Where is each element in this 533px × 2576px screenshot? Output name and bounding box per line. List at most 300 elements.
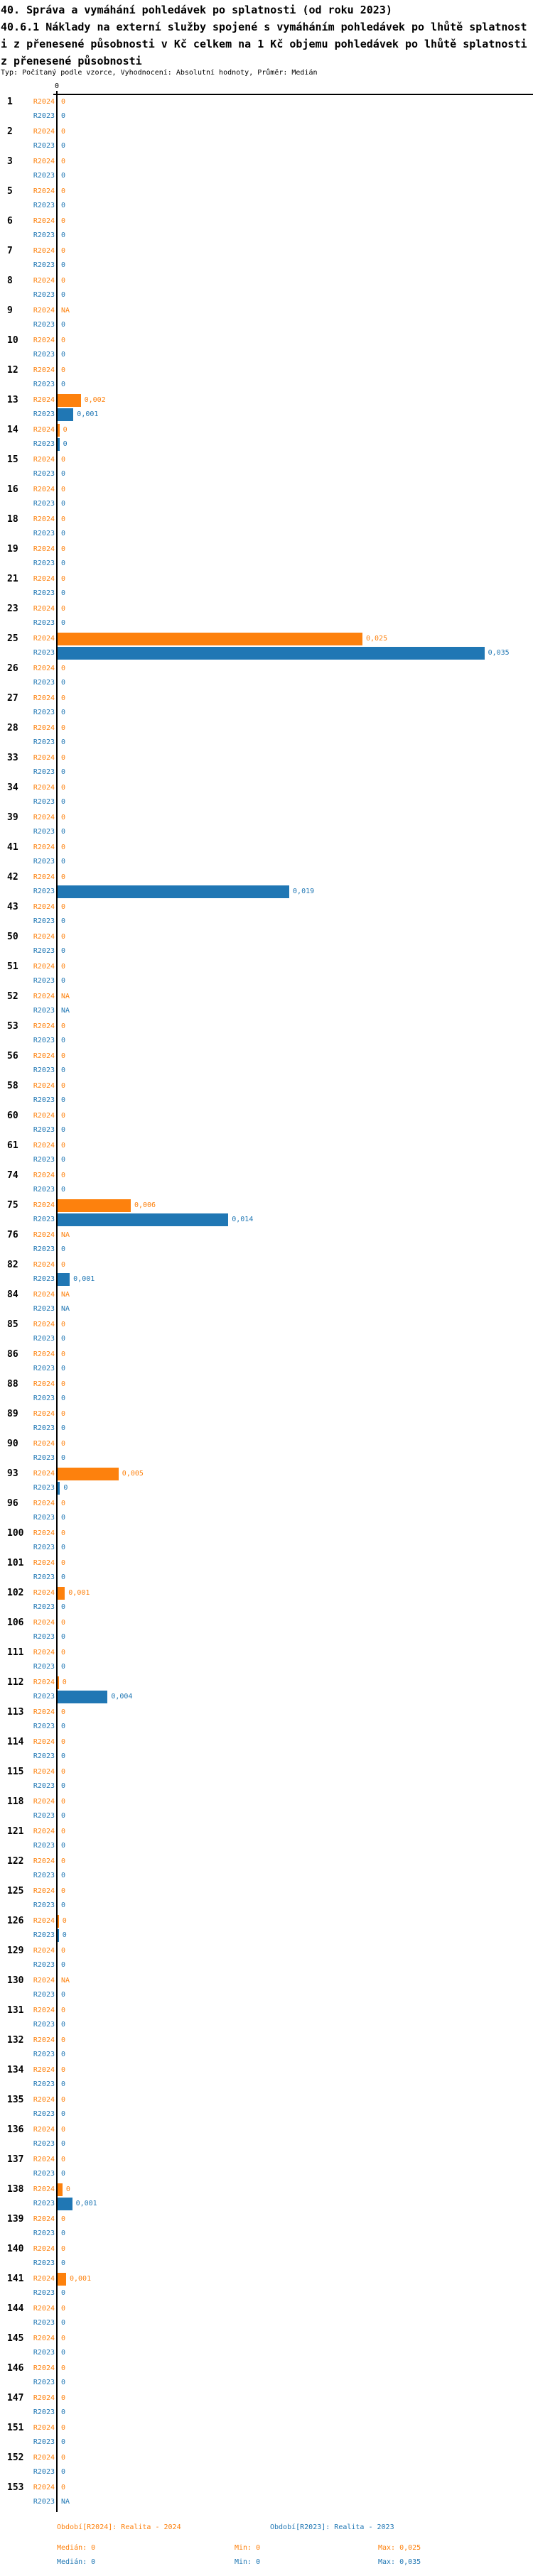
row-number: 1 bbox=[7, 97, 13, 107]
bar-group bbox=[0, 1736, 533, 1764]
value-label-r2023: 0 bbox=[61, 2379, 66, 2386]
bar-r2024 bbox=[58, 1915, 59, 1928]
bar-group bbox=[0, 782, 533, 810]
bar-group bbox=[0, 1140, 533, 1168]
year-label-r2024: R2024 bbox=[33, 993, 55, 1000]
value-label-r2024: 0 bbox=[61, 486, 66, 493]
value-label-r2024: 0 bbox=[61, 963, 66, 971]
row-number: 146 bbox=[7, 2363, 24, 2374]
value-label-r2024: 0 bbox=[61, 2007, 66, 2014]
value-label-r2024: 0 bbox=[61, 1500, 66, 1507]
bar-r2023 bbox=[58, 885, 289, 898]
bar-group bbox=[0, 126, 533, 154]
bar-group bbox=[0, 812, 533, 840]
year-label-r2024: R2024 bbox=[33, 1768, 55, 1776]
value-label-r2024: 0 bbox=[61, 1172, 66, 1179]
year-label-r2024: R2024 bbox=[33, 128, 55, 136]
year-label-r2024: R2024 bbox=[33, 217, 55, 225]
bar-group bbox=[0, 633, 533, 661]
bar-group bbox=[0, 215, 533, 244]
year-label-r2024: R2024 bbox=[33, 1529, 55, 1537]
bar-group bbox=[0, 1468, 533, 1496]
bar-group bbox=[0, 2004, 533, 2033]
row-number: 23 bbox=[7, 604, 18, 614]
bar-group bbox=[0, 1438, 533, 1466]
row-number: 118 bbox=[7, 1796, 24, 1807]
bar-group bbox=[0, 2213, 533, 2242]
value-label-r2023: 0 bbox=[61, 2230, 66, 2237]
value-label-r2023: 0 bbox=[61, 1126, 66, 1134]
value-label-r2024: 0 bbox=[61, 1380, 66, 1388]
bar-group bbox=[0, 1766, 533, 1794]
bar-group bbox=[0, 2094, 533, 2122]
year-label-r2023: R2023 bbox=[33, 2170, 55, 2178]
bar-r2024 bbox=[58, 1199, 131, 1212]
value-label-r2023: 0 bbox=[61, 858, 66, 866]
row-number: 33 bbox=[7, 753, 18, 763]
row-number: 2 bbox=[7, 126, 13, 137]
year-label-r2023: R2023 bbox=[33, 1663, 55, 1671]
year-label-r2023: R2023 bbox=[33, 172, 55, 180]
row-number: 130 bbox=[7, 1975, 24, 1986]
year-label-r2023: R2023 bbox=[33, 1007, 55, 1015]
value-label-r2023: 0 bbox=[61, 1961, 66, 1969]
value-label-r2023: 0 bbox=[61, 1603, 66, 1611]
value-label-r2024: 0 bbox=[61, 784, 66, 792]
row-number: 21 bbox=[7, 574, 18, 584]
value-label-r2024: 0 bbox=[61, 2454, 66, 2462]
year-label-r2024: R2024 bbox=[33, 1201, 55, 1209]
year-label-r2024: R2024 bbox=[33, 754, 55, 762]
year-label-r2024: R2024 bbox=[33, 456, 55, 464]
year-label-r2023: R2023 bbox=[33, 1245, 55, 1253]
row-number: 89 bbox=[7, 1409, 18, 1419]
value-label-r2024: 0 bbox=[65, 2185, 70, 2193]
bar-r2023 bbox=[58, 1691, 107, 1703]
row-number: 112 bbox=[7, 1677, 24, 1688]
value-label-r2023: 0 bbox=[61, 738, 66, 746]
year-label-r2023: R2023 bbox=[33, 2468, 55, 2476]
value-label-r2024: 0 bbox=[61, 1529, 66, 1537]
year-label-r2023: R2023 bbox=[33, 1901, 55, 1909]
value-label-r2023: 0 bbox=[61, 589, 66, 597]
year-label-r2024: R2024 bbox=[33, 873, 55, 881]
bar-group bbox=[0, 275, 533, 303]
value-label-r2023: 0 bbox=[61, 1991, 66, 1999]
year-label-r2024: R2024 bbox=[33, 1649, 55, 1657]
year-label-r2024: R2024 bbox=[33, 1082, 55, 1090]
year-label-r2024: R2024 bbox=[33, 2066, 55, 2074]
year-label-r2024: R2024 bbox=[33, 844, 55, 851]
value-label-r2023: 0,004 bbox=[111, 1693, 133, 1701]
year-label-r2023: R2023 bbox=[33, 231, 55, 239]
bar-r2024 bbox=[58, 633, 362, 645]
value-label-r2024: 0 bbox=[61, 1947, 66, 1955]
value-label-r2024: 0 bbox=[61, 1261, 66, 1269]
value-label-r2024: 0 bbox=[63, 426, 68, 434]
bar-group bbox=[0, 1199, 533, 1228]
year-label-r2023: R2023 bbox=[33, 291, 55, 299]
bar-group bbox=[0, 1945, 533, 1973]
value-label-r2024: 0 bbox=[62, 1679, 67, 1686]
value-label-r2024: 0 bbox=[61, 1708, 66, 1716]
value-label-r2023: 0 bbox=[61, 977, 66, 985]
value-label-r2024: 0 bbox=[61, 2126, 66, 2134]
year-label-r2023: R2023 bbox=[33, 768, 55, 776]
year-label-r2024: R2024 bbox=[33, 1470, 55, 1478]
bar-group bbox=[0, 931, 533, 959]
year-label-r2023: R2023 bbox=[33, 679, 55, 687]
year-label-r2023: R2023 bbox=[33, 619, 55, 627]
value-label-r2024: NA bbox=[61, 1231, 70, 1239]
row-number: 75 bbox=[7, 1200, 18, 1211]
year-label-r2024: R2024 bbox=[33, 247, 55, 255]
bar-group bbox=[0, 1319, 533, 1347]
bar-group bbox=[0, 245, 533, 273]
row-number: 121 bbox=[7, 1826, 24, 1837]
bar-group bbox=[0, 2064, 533, 2092]
year-label-r2024: R2024 bbox=[33, 158, 55, 165]
bar-group bbox=[0, 1885, 533, 1914]
year-label-r2024: R2024 bbox=[33, 1559, 55, 1567]
value-label-r2024: 0 bbox=[61, 1410, 66, 1418]
value-label-r2024: 0 bbox=[61, 1082, 66, 1090]
year-label-r2023: R2023 bbox=[33, 1216, 55, 1223]
value-label-r2024: 0 bbox=[61, 1142, 66, 1150]
bar-group bbox=[0, 1289, 533, 1317]
chart-subtitle: 40.6.1 Náklady na externí služby spojené s vymáháním pohledávek po lhůtě splatnosti z přenesené působnosti v Kč celkem na 1 Kč objemu pohledávek po lhůtě splatnosti z přenesené působnosti bbox=[1, 21, 527, 67]
value-label-r2024: 0 bbox=[61, 1857, 66, 1865]
bar-group bbox=[0, 901, 533, 929]
year-label-r2023: R2023 bbox=[33, 112, 55, 120]
year-label-r2024: R2024 bbox=[33, 575, 55, 583]
value-label-r2023: 0,035 bbox=[488, 649, 510, 657]
row-number: 61 bbox=[7, 1140, 18, 1151]
year-label-r2024: R2024 bbox=[33, 2484, 55, 2492]
value-label-r2023: 0 bbox=[61, 1633, 66, 1641]
year-label-r2023: R2023 bbox=[33, 1573, 55, 1581]
row-number: 27 bbox=[7, 693, 18, 704]
value-label-r2023: 0 bbox=[61, 2021, 66, 2029]
value-label-r2023: 0 bbox=[61, 1365, 66, 1372]
value-label-r2024: 0 bbox=[61, 545, 66, 553]
bar-group bbox=[0, 1259, 533, 1287]
value-label-r2024: 0 bbox=[61, 2245, 66, 2253]
value-label-r2024: 0 bbox=[61, 2215, 66, 2223]
value-label-r2023: 0 bbox=[61, 321, 66, 329]
row-number: 102 bbox=[7, 1588, 24, 1598]
bar-r2024 bbox=[58, 424, 60, 437]
bar-group bbox=[0, 1825, 533, 1854]
year-label-r2023: R2023 bbox=[33, 351, 55, 359]
value-label-r2024: 0 bbox=[61, 1559, 66, 1567]
year-label-r2024: R2024 bbox=[33, 903, 55, 911]
bar-group bbox=[0, 1915, 533, 1943]
year-label-r2023: R2023 bbox=[33, 1275, 55, 1283]
year-label-r2023: R2023 bbox=[33, 977, 55, 985]
value-label-r2023: NA bbox=[61, 1007, 70, 1015]
value-label-r2024: NA bbox=[61, 1291, 70, 1299]
value-label-r2024: 0 bbox=[61, 2305, 66, 2313]
year-label-r2024: R2024 bbox=[33, 2096, 55, 2104]
row-number: 12 bbox=[7, 365, 18, 376]
bar-group bbox=[0, 454, 533, 482]
value-label-r2024: NA bbox=[61, 307, 70, 315]
value-label-r2024: 0 bbox=[61, 187, 66, 195]
value-label-r2023: 0 bbox=[61, 1156, 66, 1164]
year-label-r2024: R2024 bbox=[33, 1798, 55, 1806]
value-label-r2023: 0 bbox=[61, 1335, 66, 1343]
year-label-r2023: R2023 bbox=[33, 2289, 55, 2297]
value-label-r2024: 0 bbox=[61, 1828, 66, 1835]
year-label-r2024: R2024 bbox=[33, 2245, 55, 2253]
value-label-r2024: 0 bbox=[61, 903, 66, 911]
year-label-r2023: R2023 bbox=[33, 321, 55, 329]
value-label-r2024: 0 bbox=[61, 694, 66, 702]
x-axis-tick-label: 0 bbox=[54, 82, 60, 90]
value-label-r2023: 0 bbox=[61, 1454, 66, 1462]
row-number: 114 bbox=[7, 1737, 24, 1747]
row-number: 9 bbox=[7, 305, 13, 316]
row-number: 100 bbox=[7, 1528, 24, 1539]
row-number: 147 bbox=[7, 2393, 24, 2403]
row-number: 19 bbox=[7, 544, 18, 555]
row-number: 153 bbox=[7, 2482, 24, 2493]
bar-group bbox=[0, 96, 533, 124]
row-number: 132 bbox=[7, 2035, 24, 2046]
chart-meta-line: Typ: Počítaný podle vzorce, Vyhodnocení: Absolutní hodnoty, Průměr: Medián bbox=[1, 69, 318, 77]
bar-group bbox=[0, 1617, 533, 1645]
row-number: 122 bbox=[7, 1856, 24, 1867]
bar-r2023 bbox=[58, 2198, 72, 2210]
value-label-r2023: 0 bbox=[61, 2051, 66, 2058]
year-label-r2024: R2024 bbox=[33, 2007, 55, 2014]
bar-r2024 bbox=[58, 2183, 63, 2196]
value-label-r2023: 0 bbox=[61, 2408, 66, 2416]
value-label-r2024: 0 bbox=[61, 605, 66, 613]
year-label-r2023: R2023 bbox=[33, 738, 55, 746]
year-label-r2024: R2024 bbox=[33, 2036, 55, 2044]
row-number: 16 bbox=[7, 484, 18, 495]
value-label-r2023: 0 bbox=[61, 1096, 66, 1104]
row-number: 129 bbox=[7, 1945, 24, 1956]
stat-max-r2023: Max: 0,035 bbox=[378, 2558, 421, 2566]
value-label-r2023: 0 bbox=[61, 1186, 66, 1194]
value-label-r2024: 0 bbox=[61, 217, 66, 225]
value-label-r2024: 0 bbox=[61, 2335, 66, 2342]
bar-r2023 bbox=[58, 647, 485, 660]
bar-r2024 bbox=[58, 394, 81, 407]
year-label-r2024: R2024 bbox=[33, 1291, 55, 1299]
row-number: 84 bbox=[7, 1289, 18, 1300]
bar-group bbox=[0, 424, 533, 452]
value-label-r2024: 0 bbox=[61, 2364, 66, 2372]
year-label-r2023: R2023 bbox=[33, 560, 55, 567]
row-number: 82 bbox=[7, 1260, 18, 1270]
year-label-r2023: R2023 bbox=[33, 917, 55, 925]
year-label-r2024: R2024 bbox=[33, 1917, 55, 1925]
value-label-r2024: 0 bbox=[61, 2156, 66, 2163]
row-number: 113 bbox=[7, 1707, 24, 1718]
year-label-r2024: R2024 bbox=[33, 2454, 55, 2462]
value-label-r2024: 0 bbox=[61, 1768, 66, 1776]
row-number: 136 bbox=[7, 2124, 24, 2135]
bar-group bbox=[0, 2482, 533, 2510]
value-label-r2024: 0,006 bbox=[134, 1201, 156, 1209]
year-label-r2023: R2023 bbox=[33, 1335, 55, 1343]
bar-group bbox=[0, 1706, 533, 1735]
value-label-r2024: 0 bbox=[61, 933, 66, 941]
row-number: 10 bbox=[7, 335, 18, 346]
row-number: 135 bbox=[7, 2095, 24, 2105]
row-number: 42 bbox=[7, 872, 18, 883]
year-label-r2023: R2023 bbox=[33, 142, 55, 150]
value-label-r2023: 0 bbox=[61, 112, 66, 120]
row-number: 106 bbox=[7, 1617, 24, 1628]
row-number: 51 bbox=[7, 961, 18, 972]
row-number: 90 bbox=[7, 1439, 18, 1449]
value-label-r2023: 0 bbox=[61, 709, 66, 716]
year-label-r2024: R2024 bbox=[33, 545, 55, 553]
year-label-r2024: R2024 bbox=[33, 1350, 55, 1358]
bar-group bbox=[0, 2273, 533, 2301]
year-label-r2024: R2024 bbox=[33, 515, 55, 523]
value-label-r2024: 0 bbox=[62, 1917, 67, 1925]
value-label-r2023: 0 bbox=[61, 1901, 66, 1909]
value-label-r2023: 0 bbox=[61, 1842, 66, 1850]
year-label-r2024: R2024 bbox=[33, 2156, 55, 2163]
bar-group bbox=[0, 2422, 533, 2450]
value-label-r2024: 0 bbox=[61, 2036, 66, 2044]
row-number: 34 bbox=[7, 782, 18, 793]
year-label-r2024: R2024 bbox=[33, 396, 55, 404]
bar-group bbox=[0, 2243, 533, 2271]
value-label-r2024: 0 bbox=[61, 1738, 66, 1746]
row-number: 138 bbox=[7, 2184, 24, 2195]
year-label-r2024: R2024 bbox=[33, 1172, 55, 1179]
year-label-r2023: R2023 bbox=[33, 1752, 55, 1760]
year-label-r2024: R2024 bbox=[33, 1947, 55, 1955]
bar-r2023 bbox=[58, 408, 73, 421]
value-label-r2024: 0 bbox=[61, 1321, 66, 1328]
value-label-r2024: 0 bbox=[61, 1052, 66, 1060]
year-label-r2024: R2024 bbox=[33, 1380, 55, 1388]
year-label-r2024: R2024 bbox=[33, 1261, 55, 1269]
year-label-r2023: R2023 bbox=[33, 202, 55, 209]
value-label-r2024: 0 bbox=[61, 665, 66, 672]
value-label-r2024: 0 bbox=[61, 1112, 66, 1120]
year-label-r2024: R2024 bbox=[33, 1738, 55, 1746]
value-label-r2023: 0 bbox=[61, 1663, 66, 1671]
chart-title: 40. Správa a vymáhání pohledávek po splatnosti (od roku 2023) bbox=[1, 4, 392, 16]
year-label-r2024: R2024 bbox=[33, 337, 55, 344]
bar-group bbox=[0, 1676, 533, 1705]
value-label-r2024: 0 bbox=[61, 277, 66, 285]
year-label-r2023: R2023 bbox=[33, 709, 55, 716]
year-label-r2024: R2024 bbox=[33, 2305, 55, 2313]
bar-group bbox=[0, 841, 533, 870]
bar-group bbox=[0, 1348, 533, 1377]
value-label-r2023: 0 bbox=[61, 679, 66, 687]
value-label-r2024: 0,005 bbox=[122, 1470, 144, 1478]
value-label-r2023: NA bbox=[61, 1305, 70, 1313]
bar-group bbox=[0, 2124, 533, 2152]
year-label-r2023: R2023 bbox=[33, 470, 55, 478]
year-label-r2024: R2024 bbox=[33, 1589, 55, 1597]
value-label-r2023: 0 bbox=[61, 1872, 66, 1879]
year-label-r2024: R2024 bbox=[33, 814, 55, 822]
bar-r2023 bbox=[58, 1482, 60, 1495]
year-label-r2023: R2023 bbox=[33, 1633, 55, 1641]
value-label-r2023: 0 bbox=[61, 1723, 66, 1730]
year-label-r2023: R2023 bbox=[33, 1066, 55, 1074]
year-label-r2024: R2024 bbox=[33, 98, 55, 106]
value-label-r2023: 0 bbox=[61, 1752, 66, 1760]
row-number: 140 bbox=[7, 2244, 24, 2254]
bar-group bbox=[0, 1587, 533, 1615]
row-number: 125 bbox=[7, 1886, 24, 1896]
bar-group bbox=[0, 1557, 533, 1586]
year-label-r2024: R2024 bbox=[33, 1410, 55, 1418]
row-number: 28 bbox=[7, 723, 18, 733]
year-label-r2024: R2024 bbox=[33, 1679, 55, 1686]
value-label-r2023: 0 bbox=[61, 1573, 66, 1581]
year-label-r2024: R2024 bbox=[33, 2126, 55, 2134]
year-label-r2024: R2024 bbox=[33, 1022, 55, 1030]
value-label-r2024: 0 bbox=[61, 1887, 66, 1895]
value-label-r2024: 0 bbox=[61, 814, 66, 822]
bar-group bbox=[0, 603, 533, 631]
bar-r2023 bbox=[58, 1929, 59, 1942]
bar-r2024 bbox=[58, 2273, 66, 2286]
row-number: 96 bbox=[7, 1498, 18, 1509]
year-label-r2023: R2023 bbox=[33, 1365, 55, 1372]
year-label-r2024: R2024 bbox=[33, 1500, 55, 1507]
row-number: 88 bbox=[7, 1379, 18, 1390]
row-number: 53 bbox=[7, 1021, 18, 1032]
bar-group bbox=[0, 2154, 533, 2182]
bar-group bbox=[0, 1229, 533, 1257]
year-label-r2024: R2024 bbox=[33, 665, 55, 672]
value-label-r2023: 0 bbox=[61, 202, 66, 209]
value-label-r2023: 0 bbox=[61, 2289, 66, 2297]
value-label-r2023: 0 bbox=[61, 351, 66, 359]
row-number: 139 bbox=[7, 2214, 24, 2225]
bar-group bbox=[0, 692, 533, 721]
row-number: 141 bbox=[7, 2274, 24, 2284]
bar-group bbox=[0, 2362, 533, 2391]
row-number: 25 bbox=[7, 633, 18, 644]
value-label-r2023: 0 bbox=[61, 1037, 66, 1044]
row-number: 14 bbox=[7, 425, 18, 435]
bar-group bbox=[0, 1796, 533, 1824]
value-label-r2023: 0 bbox=[61, 2468, 66, 2476]
bar-group bbox=[0, 752, 533, 780]
bar-r2023 bbox=[58, 1273, 70, 1286]
bar-group bbox=[0, 155, 533, 184]
row-number: 5 bbox=[7, 186, 13, 197]
row-number: 56 bbox=[7, 1051, 18, 1061]
row-number: 111 bbox=[7, 1647, 24, 1658]
year-label-r2024: R2024 bbox=[33, 1708, 55, 1716]
value-label-r2024: 0 bbox=[61, 2424, 66, 2432]
value-label-r2023: 0 bbox=[61, 1424, 66, 1432]
value-label-r2023: 0 bbox=[61, 2110, 66, 2118]
value-label-r2024: NA bbox=[61, 1977, 70, 1985]
row-number: 41 bbox=[7, 842, 18, 853]
value-label-r2023: 0 bbox=[61, 2438, 66, 2446]
value-label-r2024: 0 bbox=[61, 515, 66, 523]
